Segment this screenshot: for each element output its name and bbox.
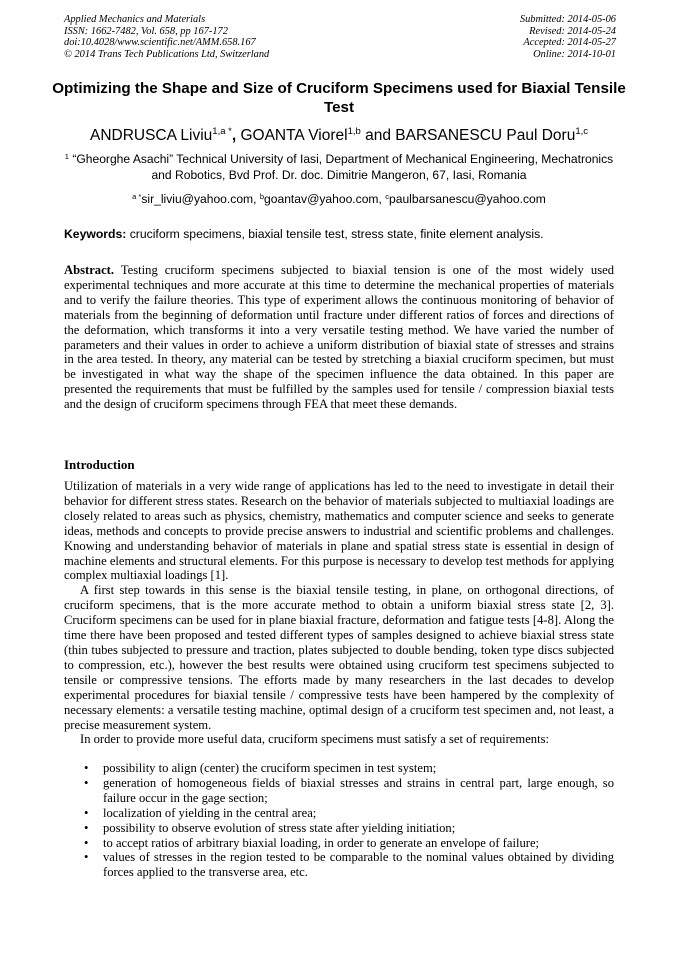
email-separator: , [378, 192, 386, 206]
email-mark: c [385, 192, 389, 201]
list-item [64, 806, 614, 821]
author-affiliation-mark: 1,c [575, 126, 589, 137]
email-mark: b [259, 192, 265, 201]
email-address: goantav@yahoo.com [264, 192, 379, 206]
list-item-text: localization of yielding in the central area; [103, 805, 317, 820]
author-separator: and [360, 127, 396, 144]
list-item [64, 836, 614, 851]
introduction-heading: Introduction [64, 457, 135, 472]
author-name: BARSANESCU Paul Doru [395, 127, 576, 144]
requirements-list [64, 761, 614, 880]
list-item-text: to accept ratios of arbitrary biaxial loading, in order to generate an envelope of failure; [103, 835, 540, 850]
affiliation-mark: 1 [64, 152, 69, 161]
list-item [64, 821, 614, 836]
journal-copyright: © 2014 Trans Tech Publications Ltd, Switzerland [64, 48, 270, 60]
author-affiliation-mark: 1,a * [212, 126, 232, 137]
abstract [64, 263, 614, 412]
list-item-text: generation of homogeneous fields of biaxial stresses and strains in central part, large enough, so failure occur in the gage section; [103, 775, 614, 805]
keywords-text: cruciform specimens, biaxial tensile test, stress state, finite element analysis. [126, 227, 544, 241]
keywords [64, 227, 616, 242]
email-address: paulbarsanescu@yahoo.com [389, 192, 546, 206]
list-item-text: possibility to observe evolution of stress state after yielding initiation; [103, 820, 456, 835]
email-separator: , [253, 192, 260, 206]
introduction-paragraph: A first step towards in this sense is the biaxial tensile testing, in plane, on orthogonal directions, of cruciform specimens, that is the more accurate method to obtain a uniform biaxial stress state [2, 3]. Cruciform specimens can be used for in plane biaxial fracture, deformation and fatigue tests [4-8]. Along the time there have been proposed and tested different types of samples designed to achieve biaxial stress state (thin tubes subjected to pressure and traction, plates subjected to double bending, token type discs subjected to compression, etc.), however the best results were obtained using cruciform test specimens subjected to tensile or compressive tensions. The efforts made by many researchers in the last decades to develop experimental procedures for biaxial tensile / compressive tests have been hampered by the complexity of necessary elements: a versatile testing machine, optimal design of a cruciform test specimen and, not least, a precise measurement system. [64, 583, 614, 732]
bullet-icon: • [84, 805, 89, 820]
abstract-text: Testing cruciform specimens subjected to biaxial tension is one of the most widely used experimental techniques and more accurate at this time to determine the mechanical properties of materials and to verify the failure theories. This type of experiment allows the continuous monitoring of behavior of materials from the beginning of deformation until fracture under different ratios of forces and directions of the deformation, which transforms it into a very versatile testing method. We have varied the number of parameters and their values in order to achieve a uniform distribution of biaxial state of stresses and strains in the area tested. In theory, any material can be tested by stretching a biaxial cruciform specimen, but must be investigated in what way the shape of the specimen influence the data obtained. In this paper are presented the requirements that must be fulfilled by the samples used for tensile / compression biaxial tests and the design of cruciform specimens through FEA that meet these demands. [64, 263, 614, 412]
author-name: ANDRUSCA Liviu [89, 127, 213, 144]
author-separator: , [231, 127, 241, 144]
abstract-label: Abstract. [64, 263, 115, 277]
author-emails [40, 192, 638, 207]
journal-header-left [64, 14, 269, 60]
list-item-text: possibility to align (center) the cruciform specimen in test system; [103, 761, 437, 775]
list-item-text: values of stresses in the region tested to be comparable to the nominal values obtained by dividing forces applied to the transverse area, etc. [103, 850, 614, 880]
introduction-body [64, 479, 614, 747]
accepted-date: Accepted: 2014-05-27 [523, 37, 616, 49]
paper-title: Optimizing the Shape and Size of Cruciform Specimens used for Biaxial Tensile Test [52, 80, 626, 116]
affiliation [60, 152, 618, 183]
list-item [64, 761, 614, 776]
journal-doi: doi:10.4028/www.scientific.net/AMM.658.167 [64, 37, 256, 49]
online-date: Online: 2014-10-01 [533, 48, 616, 60]
keywords-label: Keywords: [64, 227, 127, 241]
email-mark: a * [132, 192, 142, 201]
journal-header-right [520, 14, 616, 60]
email-address: sir_liviu@yahoo.com [141, 192, 254, 206]
submitted-date: Submitted: 2014-05-06 [519, 14, 616, 25]
list-item [64, 776, 614, 806]
affiliation-text: “Gheorghe Asachi” Technical University of Iasi, Department of Mechanical Engineering, Mechatronics and Robotics, Bvd Prof. Dr. doc. Dimitrie Mangeron, 67, Iasi, Romania [68, 152, 614, 182]
author-affiliation-mark: 1,b [347, 126, 361, 137]
bullet-icon: • [84, 761, 89, 775]
journal-issn: ISSN: 1662-7482, Vol. 658, pp 167-172 [64, 25, 228, 37]
journal-name: Applied Mechanics and Materials [64, 14, 206, 25]
author-name: GOANTA Viorel [240, 127, 348, 144]
introduction-paragraph: Utilization of materials in a very wide range of applications has led to the need to investigate in detail their behavior for different stress states. Research on the behavior of materials subjected to multiaxial loadings are closely related to areas such as physics, chemistry, mathematics and computer science and seeks to generate ideas, methods and concepts to provide precise answers to industrial and scientific problems and challenges. Knowing and understanding behavior of materials in plane and spatial stress state is essential in design of machine elements and structural elements. For this purpose is necessary to develop test methods for applying complex multiaxial loadings [1]. [64, 479, 614, 583]
bullet-icon: • [84, 775, 89, 790]
introduction-paragraph: In order to provide more useful data, cruciform specimens must satisfy a set of requirements: [80, 732, 549, 747]
bullet-icon: • [84, 850, 89, 865]
bullet-icon: • [84, 820, 89, 835]
bullet-icon: • [84, 835, 89, 850]
list-item [64, 850, 614, 880]
author-list [30, 127, 648, 145]
revised-date: Revised: 2014-05-24 [529, 25, 616, 37]
